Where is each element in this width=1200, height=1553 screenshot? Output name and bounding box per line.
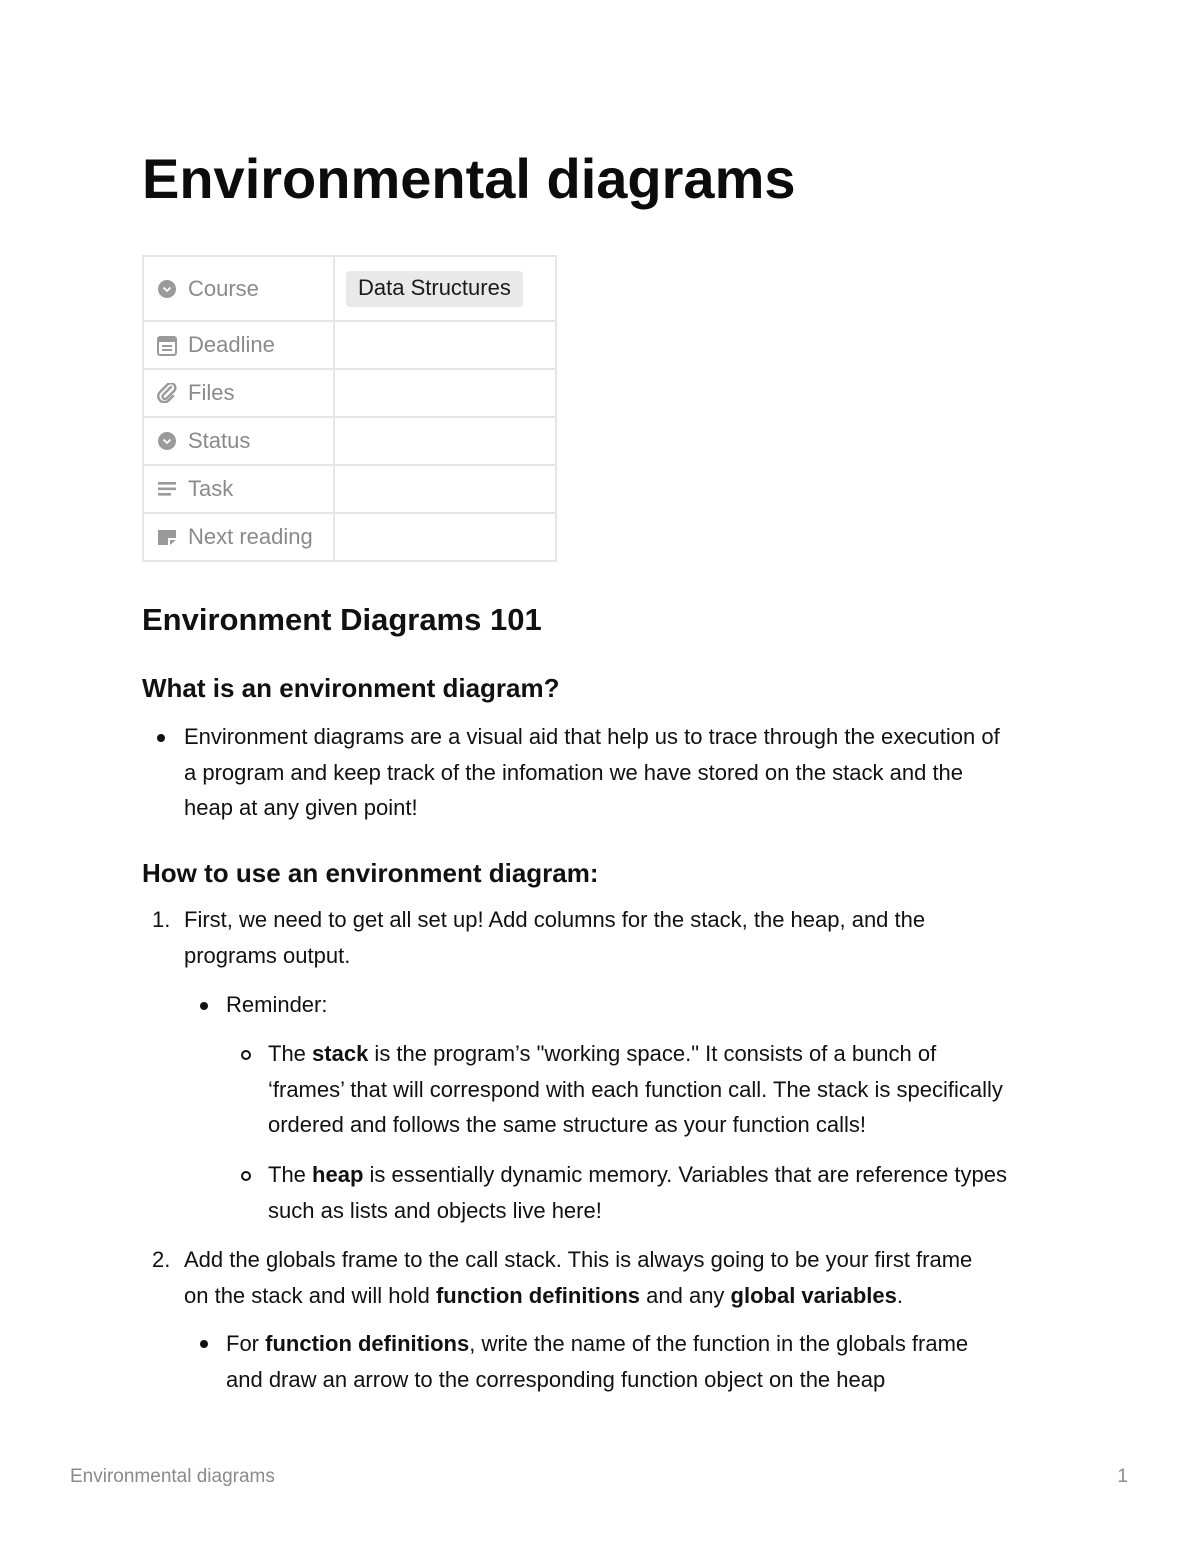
course-tag[interactable]: Data Structures xyxy=(346,271,523,307)
property-row-status xyxy=(143,417,556,465)
relation-icon xyxy=(156,526,178,548)
bullet-icon xyxy=(157,734,165,742)
footer-title: Environmental diagrams xyxy=(70,1466,275,1487)
property-row-deadline xyxy=(143,321,556,369)
list-number: 2. xyxy=(152,1247,171,1272)
list-item: The stack is the program’s "working space." It consists of a bunch of ‘frames’ that will correspond with each function call. The stack is specifically ordered and follows the same structure as your function calls! xyxy=(268,1041,1003,1137)
bullet-icon xyxy=(200,1340,208,1348)
property-row-files xyxy=(143,369,556,417)
property-value-files[interactable] xyxy=(334,369,556,417)
subheading-what-is: What is an environment diagram? xyxy=(142,673,560,703)
property-value-course[interactable] xyxy=(334,256,556,321)
property-value-next-reading[interactable] xyxy=(334,513,556,561)
list-item: Reminder: xyxy=(226,992,328,1017)
property-value-deadline[interactable] xyxy=(334,321,556,369)
properties-table xyxy=(142,255,557,562)
circle-select-icon xyxy=(156,430,178,452)
property-label: Task xyxy=(188,476,234,501)
list-number: 1. xyxy=(152,907,171,932)
calendar-icon xyxy=(156,334,178,356)
page-title: Environmental diagrams xyxy=(142,147,796,210)
property-row-task xyxy=(143,465,556,513)
property-label: Deadline xyxy=(188,332,275,357)
property-value-status[interactable] xyxy=(334,417,556,465)
paperclip-icon xyxy=(156,382,178,404)
list-item: First, we need to get all set up! Add columns for the stack, the heap, and the programs output. xyxy=(184,907,926,968)
property-label: Course xyxy=(188,275,259,301)
list-item: The heap is essentially dynamic memory. Variables that are reference types such as lists and objects live here! xyxy=(268,1162,1007,1223)
property-label: Files xyxy=(188,380,235,405)
list-item: For function definitions, write the name of the function in the globals frame and draw an arrow to the corresponding function object on the heap xyxy=(226,1331,969,1392)
property-value-task[interactable] xyxy=(334,465,556,513)
property-label: Status xyxy=(188,428,251,453)
bullet-icon xyxy=(200,1002,208,1010)
property-label: Next reading xyxy=(188,524,313,549)
hollow-bullet-icon xyxy=(241,1171,251,1181)
list-item: Add the globals frame to the call stack. This is always going to be your first frame on the stack and will hold function definitions and any global variables. xyxy=(184,1247,973,1308)
property-row-next-reading xyxy=(143,513,556,561)
section-heading: Environment Diagrams 101 xyxy=(142,602,542,637)
subheading-how-to: How to use an environment diagram: xyxy=(142,858,599,888)
page-number: 1 xyxy=(1117,1466,1128,1487)
hollow-bullet-icon xyxy=(241,1050,251,1060)
text-lines-icon xyxy=(156,478,178,500)
circle-select-icon xyxy=(156,278,178,300)
list-item: Environment diagrams are a visual aid that help us to trace through the execution of a program and keep track of the infomation we have stored on the stack and the heap at any given point! xyxy=(184,724,1000,820)
property-row-course xyxy=(143,256,556,321)
